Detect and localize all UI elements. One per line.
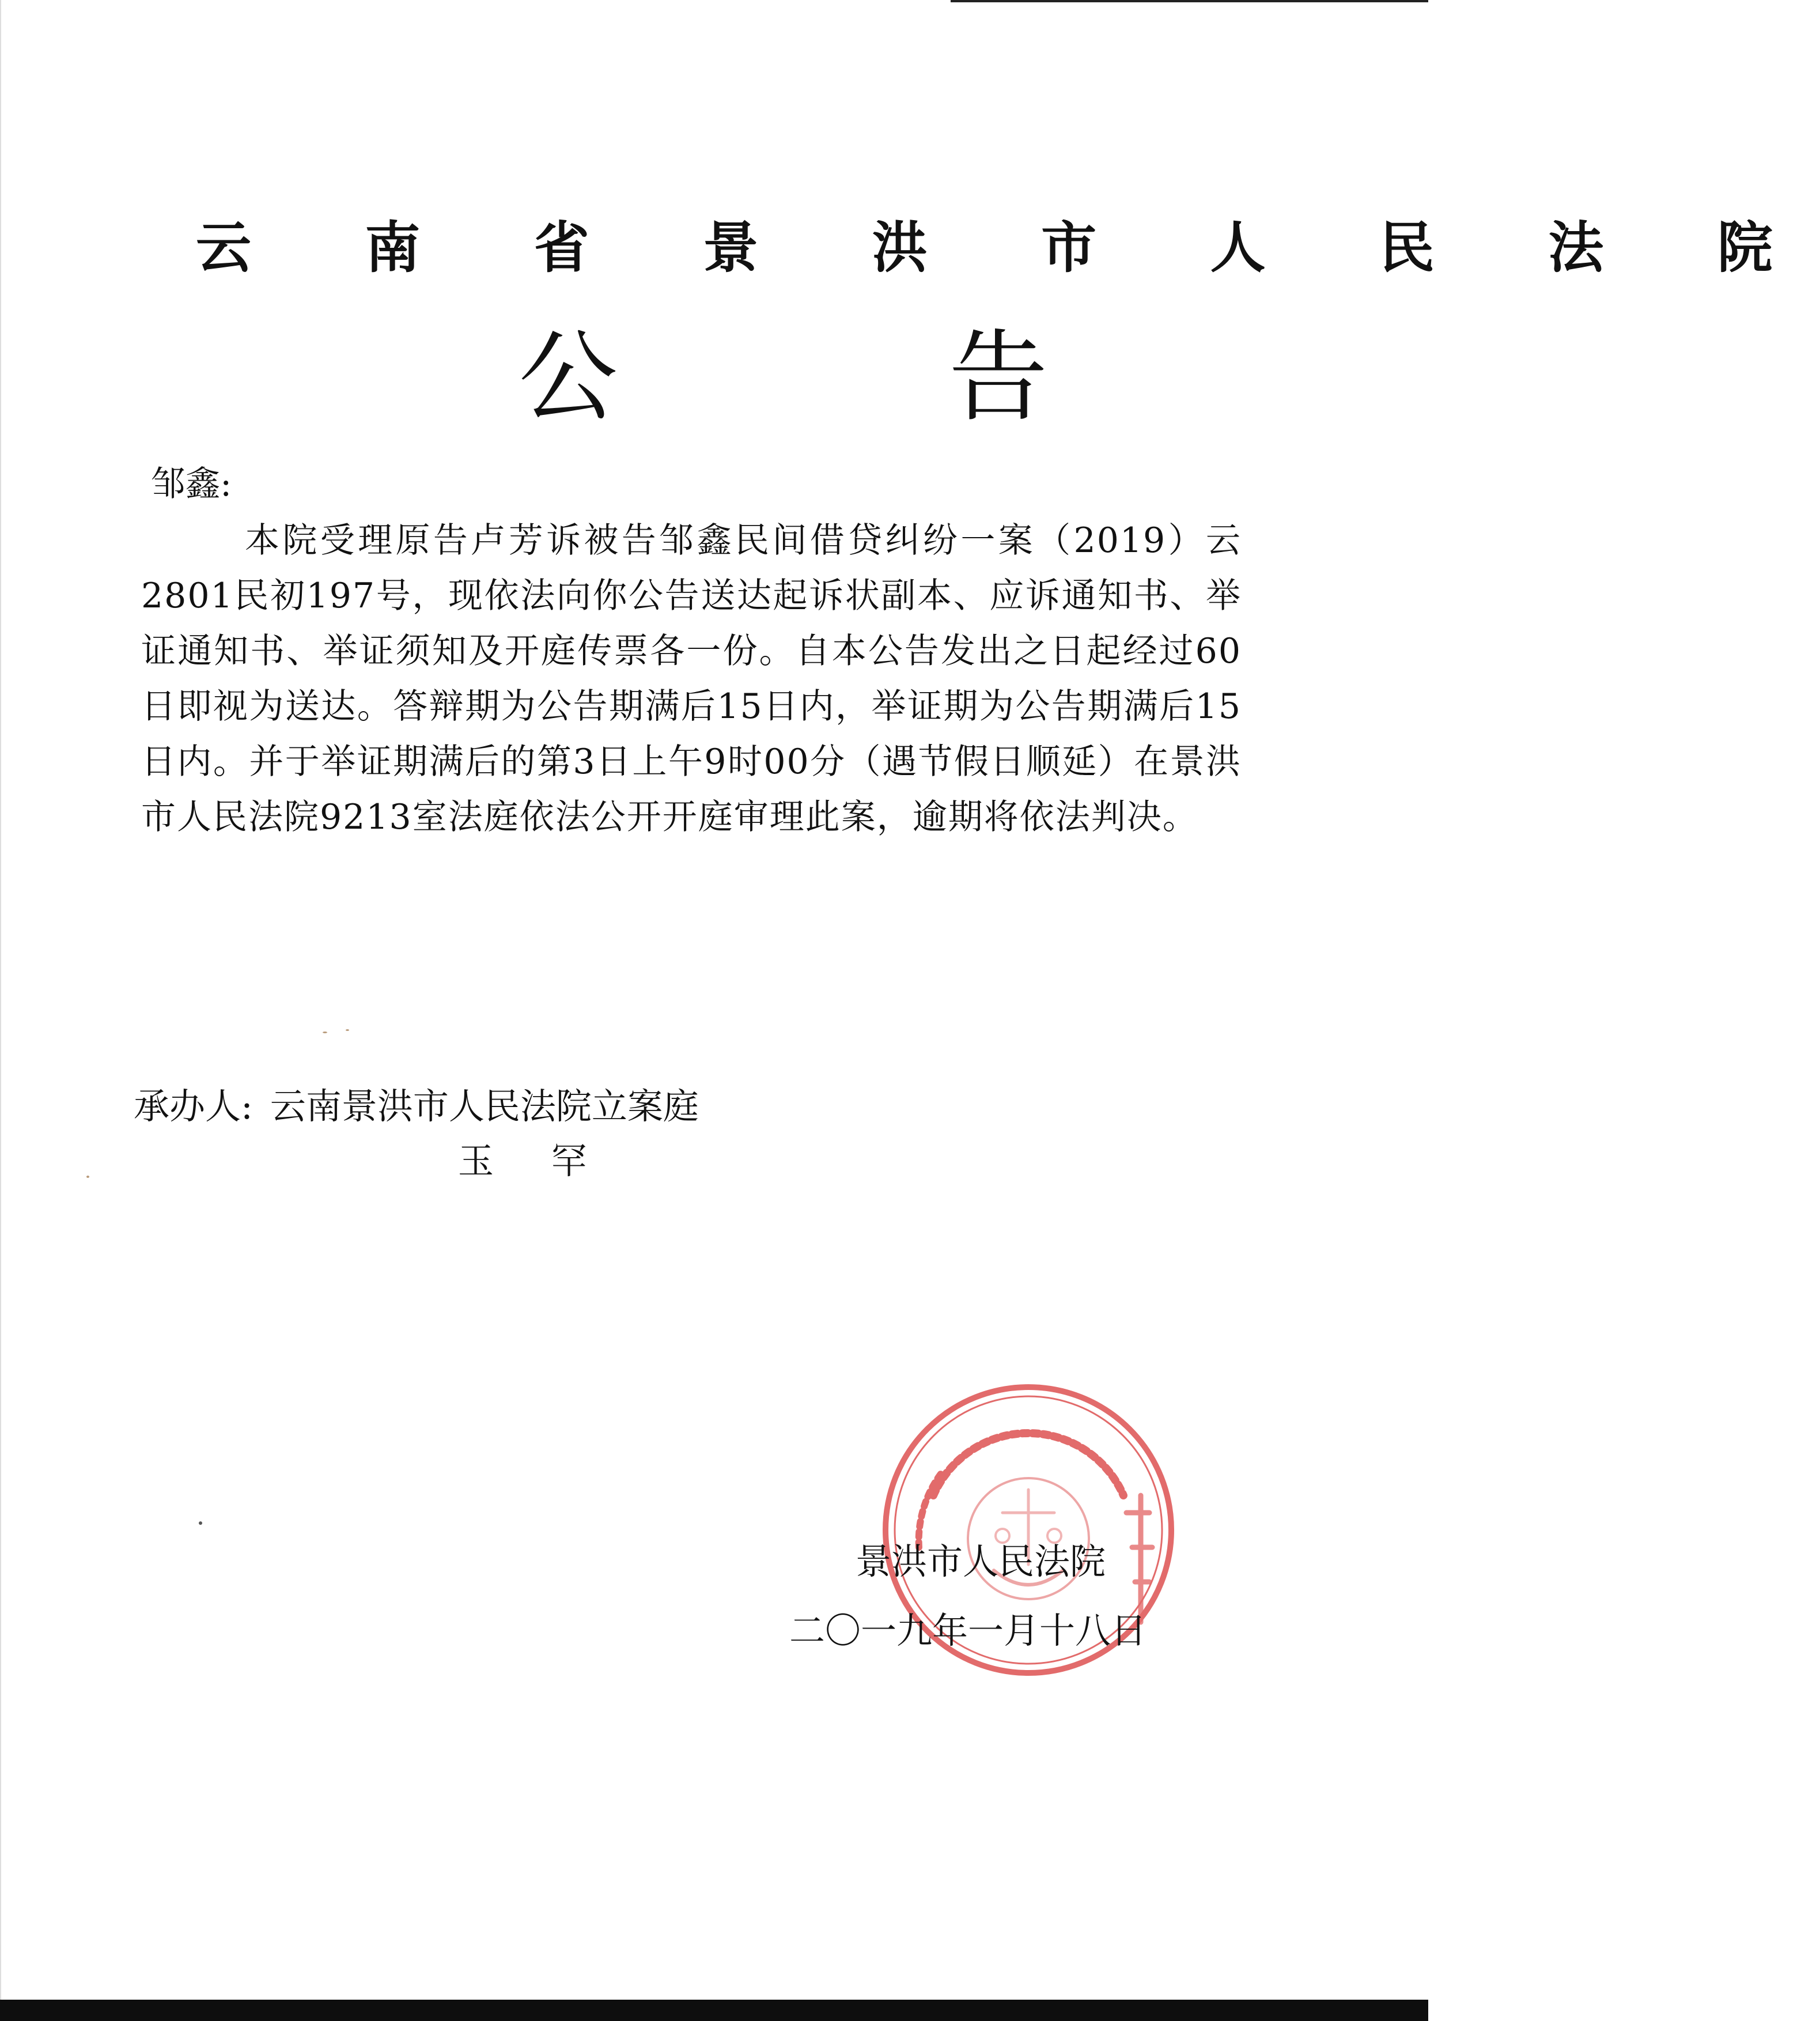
scan-speck [323,1032,327,1033]
court-name-heading: 云 南 省 景 洪 市 人 民 法 院 [196,216,1820,280]
recipient-line: 邹鑫: [151,464,232,504]
handler-label: 承办人: [134,1085,253,1127]
scan-edge-top [951,0,1428,2]
notice-title: 公 告 [519,319,1198,435]
scan-speck [346,1029,349,1031]
handler-line [134,1083,699,1130]
scan-speck [199,1521,202,1525]
handler-department: 云南景洪市人民法院立案庭 [270,1085,699,1127]
scan-edge-left [0,0,1,2000]
issuer-name: 景洪市人民法院 [856,1540,1106,1582]
scan-speck [86,1176,89,1178]
issue-date: 二〇一九年一月十八日 [789,1610,1147,1652]
handler-name: 玉 罕 [458,1140,610,1182]
scan-edge-bottom [0,2000,1428,2021]
notice-body: 本院受理原告卢芳诉被告邹鑫民间借贷纠纷一案（2019）云2801民初197号，现依法向你公告送达起诉状副本、应诉通知书、举证通知书、举证须知及开庭传票各一份。自本公告发出之日起经过60日即视为送达。答辩期为公告期满后15日内，举证期为公告期满后15日内。并于举证期满后的第3日上午9时00分（遇节假日顺延）在景洪市人民法院9213室法庭依法公开开庭审理此案，逾期将依法判决。 [141,520,1242,837]
